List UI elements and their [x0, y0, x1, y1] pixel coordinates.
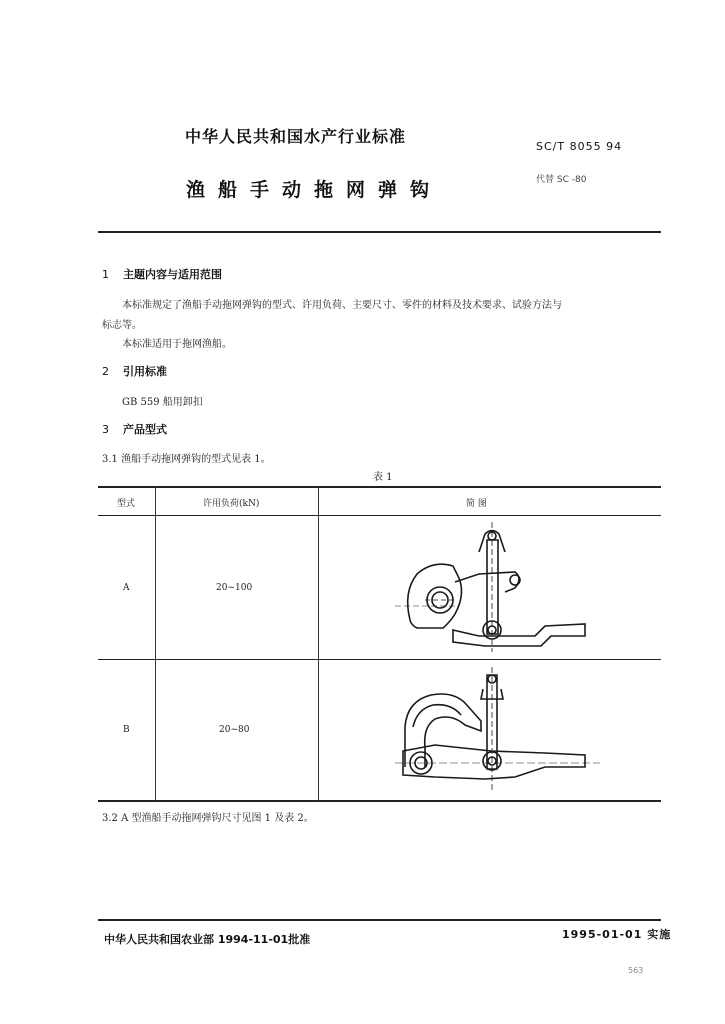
section-number: 1	[102, 268, 109, 281]
replaces-note: 代替 SC -80	[536, 175, 587, 185]
section-title: 引用标准	[123, 365, 167, 378]
header-drawing: 简 图	[466, 499, 487, 509]
section-3-heading	[102, 421, 167, 437]
table-top-rule	[98, 486, 661, 488]
hook-type-b-drawing	[395, 667, 600, 797]
section-title: 主题内容与适用范围	[123, 268, 222, 281]
doc-title: 渔船手动拖网弹钩	[186, 179, 443, 201]
row-a-type: A	[123, 583, 130, 593]
header-rule	[98, 231, 661, 233]
reference-standard: GB 559 船用卸扣	[122, 397, 203, 408]
section-1-paragraph-cont: 标志等。	[102, 320, 142, 331]
header-type: 型式	[117, 499, 136, 509]
row-a-load: 20~100	[216, 583, 253, 593]
section-1-heading	[102, 266, 222, 282]
table-row-rule	[98, 659, 661, 660]
clause-3-2: 3.2 A 型渔船手动拖网弹钩尺寸见图 1 及表 2。	[102, 813, 314, 824]
row-b-type: B	[123, 725, 130, 735]
table-caption: 表 1	[373, 472, 393, 483]
standard-code: SC/T 8055 94	[536, 140, 623, 153]
section-number: 3	[102, 423, 109, 436]
section-1-scope: 本标准适用于拖网渔船。	[122, 339, 232, 350]
effective-date: 1995-01-01 实施	[562, 928, 672, 941]
clause-3-1: 3.1 渔船手动拖网弹钩的型式见表 1。	[102, 454, 271, 465]
section-number: 2	[102, 365, 109, 378]
page-number: 563	[628, 966, 644, 975]
approval-note: 中华人民共和国农业部 1994-11-01批准	[104, 933, 311, 946]
org-title: 中华人民共和国水产行业标准	[185, 127, 407, 146]
row-b-load: 20~80	[219, 725, 250, 735]
section-1-paragraph: 本标准规定了渔船手动拖网弹钩的型式、许用负荷、主要尺寸、零件的材料及技术要求、试验方法与	[122, 300, 562, 311]
table-bottom-rule	[98, 800, 661, 802]
footer-rule	[98, 919, 661, 921]
section-title: 产品型式	[123, 423, 167, 436]
hook-type-a-drawing	[395, 522, 595, 657]
table-col-divider	[155, 486, 156, 801]
header-load: 许用负荷(kN)	[203, 499, 260, 509]
table-header-rule	[98, 515, 661, 516]
table-col-divider	[318, 486, 319, 801]
section-2-heading	[102, 363, 167, 379]
